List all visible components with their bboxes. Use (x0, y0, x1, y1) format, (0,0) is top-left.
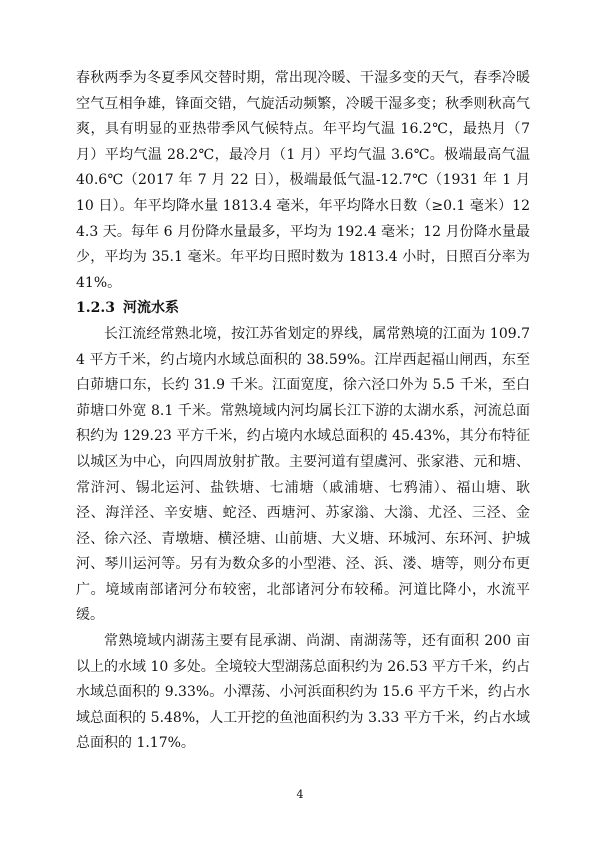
page-number: 4 (296, 788, 304, 801)
paragraph-rivers-1: 长江流经常熟北境，按江苏省划定的界线，属常熟境的江面为 109.74 平方千米，约占境内水域总面积的 38.59%。江岸西起福山闸西，东至白茆塘口东，长约 31.9 千米。江面宽度，徐六泾口外为 5.5 千米，至白茆塘口外宽 8.1 千米。常熟境域内河均属长江下游的太湖水系，河流总面积约为 129.23 平方千米，约占境内水域总面积的 45.43%，其分布特征以城区为中心，向四周放射扩散。主要河道有望虞河、张家港、元和塘、常浒河、锡北运河、盐铁塘、七浦塘（戚浦塘、七鸦浦）、福山塘、耿泾、海洋泾、辛安塘、蛇泾、西塘河、苏家滃、大滃、尤泾、三泾、金泾、徐六泾、青墩塘、横泾塘、山前塘、大义塘、环城河、东环河、护城河、琴川运河等。另有为数众多的小型港、泾、浜、溇、塘等，则分布更广。境域南部诸河分布较密，北部诸河分布较稀。河道比降小，水流平缓。 (76, 325, 530, 624)
section-number: 1.2.3 (76, 300, 115, 317)
paragraph-climate: 春秋两季为冬夏季风交替时期，常出现冷暖、干湿多变的天气，春季冷暖空气互相争雄，锋面交错，气旋活动频繁，冷暖干湿多变；秋季则秋高气爽，具有明显的亚热带季风气候特点。年平均气温 16.2℃，最热月（7 月）平均气温 28.2℃，最冷月（1 月）平均气温 3.6℃。极端最高气温 40.6℃（2017 年 7 月 22 日），极端最低气温-12.7℃（1931 年 1 月 10 日）。年平均降水量 1813.4 毫米，年平均降水日数（≥0.1 毫米）124.3 天。每年 6 月份降水量最多，平均为 192.4 毫米；12 月份降水量最少，平均为 35.1 毫米。年平均日照时数为 1813.4 小时，日照百分率为 41%。 (76, 70, 530, 291)
section-title: 河流水系 (122, 300, 179, 317)
paragraph-rivers-2: 常熟境域内湖荡主要有昆承湖、尚湖、南湖荡等，还有面积 200 亩以上的水域 10 多处。全境较大型湖荡总面积约为 26.53 平方千米，约占水域总面积的 9.33%。小潭荡、小河浜面积约为 15.6 平方千米，约占水域总面积的 5.48%，人工开挖的鱼池面积约为 3.33 平方千米，约占水域总面积的 1.17%。 (76, 633, 530, 752)
document-body (76, 66, 530, 757)
section-heading (76, 296, 530, 322)
